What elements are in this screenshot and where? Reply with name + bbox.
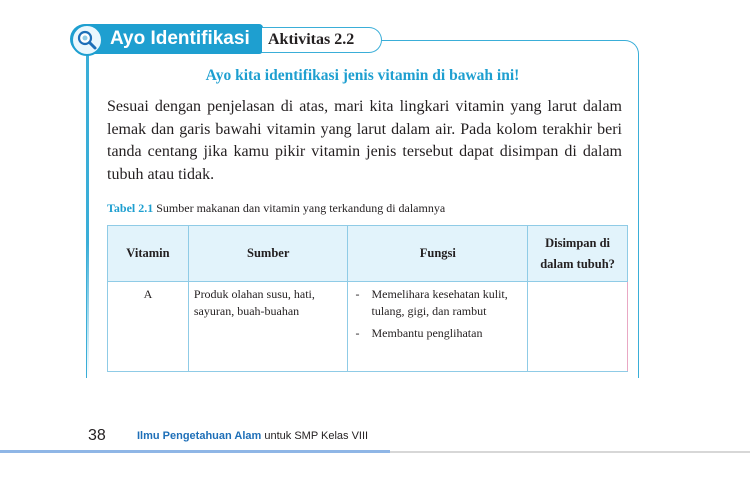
fungsi-item: - Memelihara kesehatan kulit, tulang, gigi, dan rambut — [353, 286, 522, 320]
activity-box-left-border — [86, 40, 89, 378]
page-number: 38 — [88, 427, 106, 444]
footer-divider-accent — [0, 450, 390, 453]
cell-fungsi — [348, 282, 528, 372]
box-heading: Ayo kita identifikasi jenis vitamin di bawah ini! — [205, 67, 520, 84]
fungsi-item-text: Membantu penglihatan — [371, 326, 483, 340]
footer-rest: untuk SMP Kelas VIII — [261, 430, 369, 442]
cell-sumber: Produk olahan susu, hati, sayuran, buah-buahan — [188, 282, 348, 372]
header-fungsi: Fungsi — [348, 226, 528, 282]
footer-book-title — [137, 430, 368, 442]
cell-vitamin: A — [108, 282, 189, 372]
fungsi-item-text: Memelihara kesehatan kulit, tulang, gigi, dan rambut — [371, 287, 508, 318]
activity-header-title: Ayo Identifikasi — [110, 28, 250, 49]
header-sumber: Sumber — [188, 226, 348, 282]
table-header-row — [108, 226, 628, 282]
fungsi-item: - Membantu penglihatan — [355, 326, 483, 340]
magnifier-icon — [71, 24, 103, 56]
header-vitamin: Vitamin — [108, 226, 189, 282]
table-caption-text: Sumber makanan dan vitamin yang terkandung di dalamnya — [153, 201, 446, 215]
table-row — [108, 282, 628, 372]
header-disimpan: Disimpan di dalam tubuh? — [528, 226, 628, 282]
cell-disimpan — [528, 282, 628, 372]
intro-paragraph: Sesuai dengan penjelasan di atas, mari kita lingkari vitamin yang larut dalam lemak dan garis bawahi vitamin yang larut dalam air. Pada kolom terakhir beri tanda centang jika kamu pikir vitamin jenis tersebut dapat disimpan di dalam tubuh atau tidak. — [107, 98, 622, 183]
vitamin-table — [107, 225, 628, 372]
table-caption-number: Tabel 2.1 — [107, 201, 154, 215]
footer-subject: Ilmu Pengetahuan Alam — [137, 430, 262, 442]
table-caption — [107, 200, 627, 216]
activity-number-label: Aktivitas 2.2 — [268, 31, 355, 48]
